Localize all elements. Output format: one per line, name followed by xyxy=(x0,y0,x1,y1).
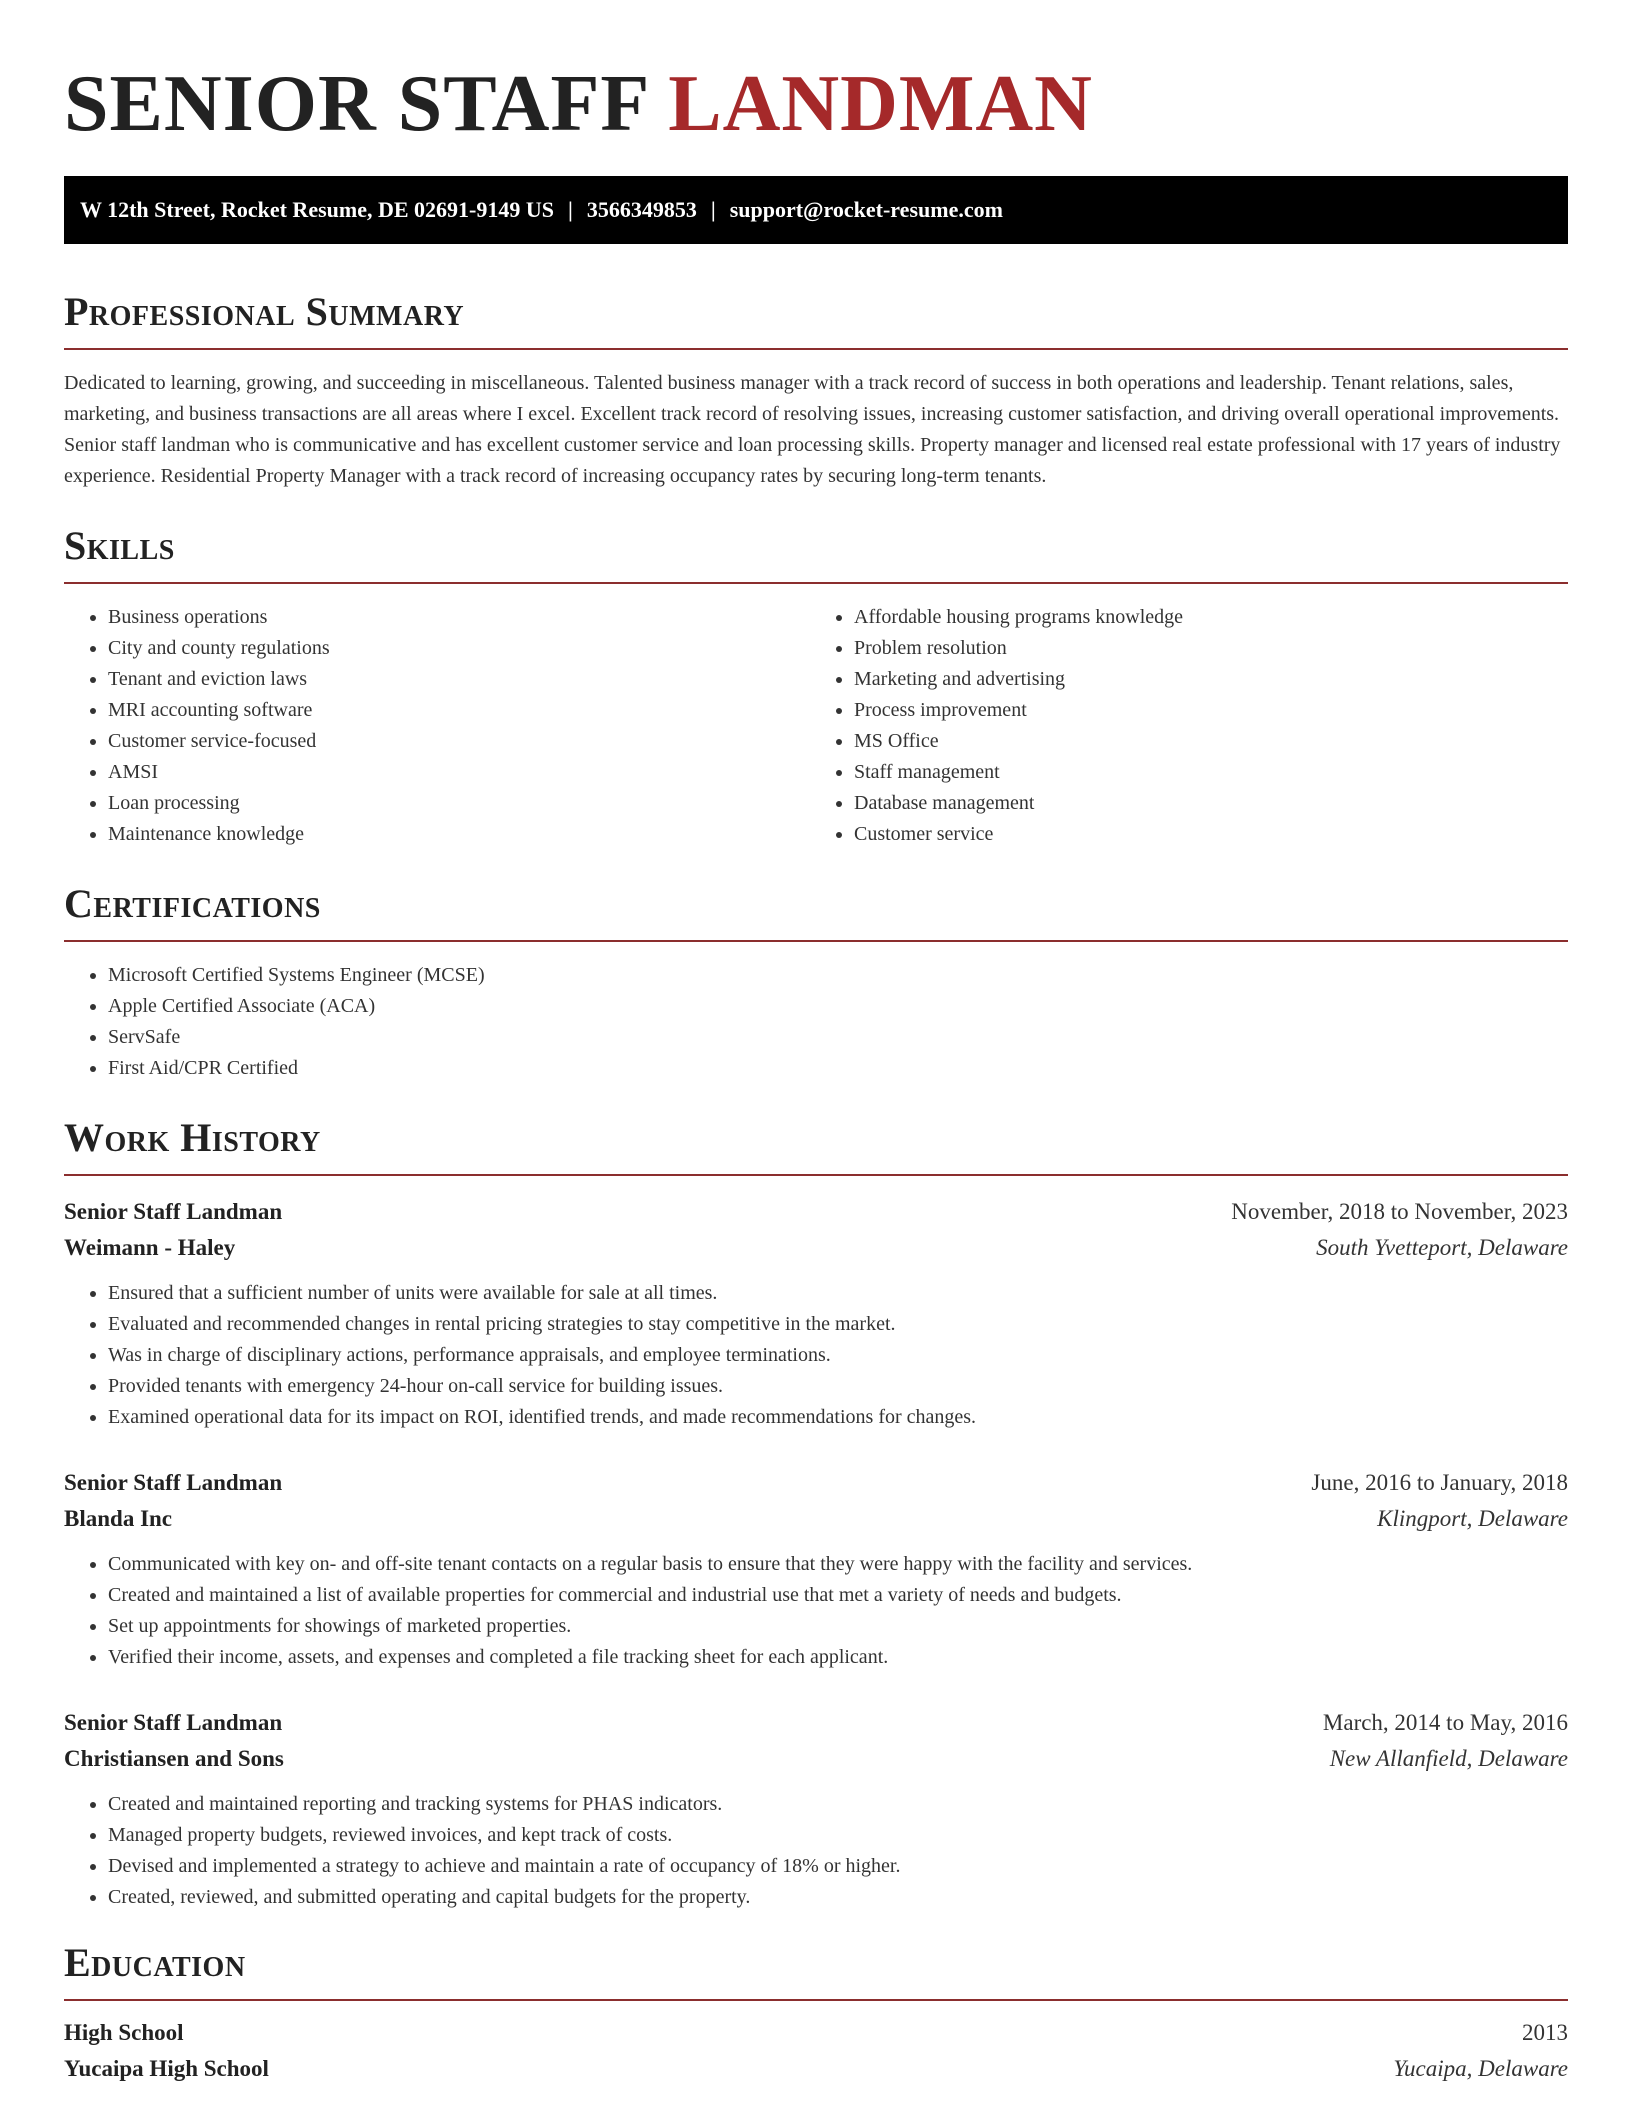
section-title-skills: Skills xyxy=(64,522,1568,584)
job-company-row xyxy=(64,1230,1568,1266)
skill-item: • MRI accounting software xyxy=(108,695,816,726)
contact-phone: 3566349853 xyxy=(586,197,697,222)
job-entry xyxy=(64,1705,1568,1913)
job-bullet: • Managed property budgets, reviewed invoices, and kept track of costs. xyxy=(108,1820,1568,1851)
skills-section xyxy=(64,522,1568,850)
summary-section xyxy=(64,288,1568,492)
skill-item: • Affordable housing programs knowledge xyxy=(854,602,1568,633)
education-location: Yucaipa, Delaware xyxy=(1393,2056,1568,2081)
job-bullet: • Created and maintained a list of available properties for commercial and industrial use that met a variety of needs and budgets. xyxy=(108,1580,1568,1611)
certification-item: • ServSafe xyxy=(108,1022,1568,1053)
section-title-work-history: Work History xyxy=(64,1114,1568,1176)
skill-item: • Problem resolution xyxy=(854,633,1568,664)
job-entry xyxy=(64,1194,1568,1433)
name-last: LANDMAN xyxy=(668,60,1093,148)
certification-item: • First Aid/CPR Certified xyxy=(108,1053,1568,1084)
job-company: Blanda Inc xyxy=(64,1506,173,1531)
skill-item: • Process improvement xyxy=(854,695,1568,726)
job-location: Klingport, Delaware xyxy=(1377,1506,1568,1531)
education-section xyxy=(64,1939,1568,2087)
job-title: Senior Staff Landman xyxy=(64,1199,283,1224)
education-school: Yucaipa High School xyxy=(64,2056,269,2081)
education-degree-row xyxy=(64,2015,1568,2051)
skill-item: • City and county regulations xyxy=(108,633,816,664)
skill-item: • Loan processing xyxy=(108,788,816,819)
job-dates: March, 2014 to May, 2016 xyxy=(1322,1710,1568,1735)
job-bullets xyxy=(64,1278,1568,1433)
job-company-row xyxy=(64,1501,1568,1537)
job-location: New Allanfield, Delaware xyxy=(1329,1746,1568,1771)
certifications-section xyxy=(64,880,1568,1084)
job-bullet: • Devised and implemented a strategy to achieve and maintain a rate of occupancy of 18% or higher. xyxy=(108,1851,1568,1882)
job-company: Weimann - Haley xyxy=(64,1235,236,1260)
contact-email: support@rocket-resume.com xyxy=(729,197,1003,222)
job-header-row xyxy=(64,1705,1568,1741)
skills-list-left xyxy=(64,602,816,850)
job-bullet: • Ensured that a sufficient number of units were available for sale at all times. xyxy=(108,1278,1568,1309)
job-bullet: • Evaluated and recommended changes in rental pricing strategies to stay competitive in the market. xyxy=(108,1309,1568,1340)
section-title-education: Education xyxy=(64,1939,1568,2001)
job-location: South Yvetteport, Delaware xyxy=(1316,1235,1568,1260)
job-bullet: • Examined operational data for its impact on ROI, identified trends, and made recommendations for changes. xyxy=(108,1402,1568,1433)
job-company: Christiansen and Sons xyxy=(64,1746,284,1771)
job-bullet: • Verified their income, assets, and expenses and completed a file tracking sheet for each applicant. xyxy=(108,1642,1568,1673)
job-header-row xyxy=(64,1465,1568,1501)
summary-text: Dedicated to learning, growing, and succeeding in miscellaneous. Talented business manager with a track record of success in both operations and leadership. Tenant relations, sales, marketing, and business transactions are all areas where I excel. Excellent track record of resolving issues, increasing customer satisfaction, and driving overall operational improvements. Senior staff landman who is communicative and has excellent customer service and loan processing skills. Property manager and licensed real estate professional with 17 years of industry experience. Residential Property Manager with a track record of increasing occupancy rates by securing long-term tenants. xyxy=(64,372,1561,487)
job-bullets xyxy=(64,1549,1568,1673)
job-bullet: • Provided tenants with emergency 24-hour on-call service for building issues. xyxy=(108,1371,1568,1402)
job-bullet: • Communicated with key on- and off-site tenant contacts on a regular basis to ensure that they were happy with the facility and services. xyxy=(108,1549,1568,1580)
skills-columns xyxy=(64,584,1568,850)
job-bullet: • Was in charge of disciplinary actions, performance appraisals, and employee terminations. xyxy=(108,1340,1568,1371)
contact-separator: | xyxy=(567,197,573,222)
certifications-list xyxy=(64,960,1568,1084)
skill-item: • Staff management xyxy=(854,757,1568,788)
skill-item: • MS Office xyxy=(854,726,1568,757)
certification-item: • Apple Certified Associate (ACA) xyxy=(108,991,1568,1022)
education-year: 2013 xyxy=(1522,2020,1568,2045)
skills-list-right xyxy=(816,602,1568,850)
education-degree: High School xyxy=(64,2020,184,2045)
skill-item: • Database management xyxy=(854,788,1568,819)
job-title: Senior Staff Landman xyxy=(64,1470,283,1495)
skill-item: • Customer service xyxy=(854,819,1568,850)
section-title-summary: Professional Summary xyxy=(64,288,1568,350)
section-title-certifications: Certifications xyxy=(64,880,1568,942)
certification-item: • Microsoft Certified Systems Engineer (MCSE) xyxy=(108,960,1568,991)
resume-name xyxy=(64,56,1568,152)
job-entry xyxy=(64,1465,1568,1673)
job-bullet: • Created, reviewed, and submitted operating and capital budgets for the property. xyxy=(108,1882,1568,1913)
contact-separator: | xyxy=(710,197,716,222)
job-dates: November, 2018 to November, 2023 xyxy=(1231,1199,1568,1224)
education-entry xyxy=(64,2015,1568,2087)
skill-item: • Marketing and advertising xyxy=(854,664,1568,695)
job-title: Senior Staff Landman xyxy=(64,1710,283,1735)
skill-item: • Tenant and eviction laws xyxy=(108,664,816,695)
job-bullet: • Set up appointments for showings of marketed properties. xyxy=(108,1611,1568,1642)
work-history-section xyxy=(64,1114,1568,1913)
job-bullet: • Created and maintained reporting and tracking systems for PHAS indicators. xyxy=(108,1789,1568,1820)
contact-address: W 12th Street, Rocket Resume, DE 02691-9149 US xyxy=(80,197,554,222)
education-school-row xyxy=(64,2051,1568,2087)
contact-bar xyxy=(64,176,1568,244)
skill-item: • Business operations xyxy=(108,602,816,633)
name-first: SENIOR STAFF xyxy=(64,60,648,148)
job-company-row xyxy=(64,1741,1568,1777)
job-header-row xyxy=(64,1194,1568,1230)
skill-item: • AMSI xyxy=(108,757,816,788)
job-dates: June, 2016 to January, 2018 xyxy=(1311,1470,1568,1495)
skill-item: • Maintenance knowledge xyxy=(108,819,816,850)
skill-item: • Customer service-focused xyxy=(108,726,816,757)
job-bullets xyxy=(64,1789,1568,1913)
